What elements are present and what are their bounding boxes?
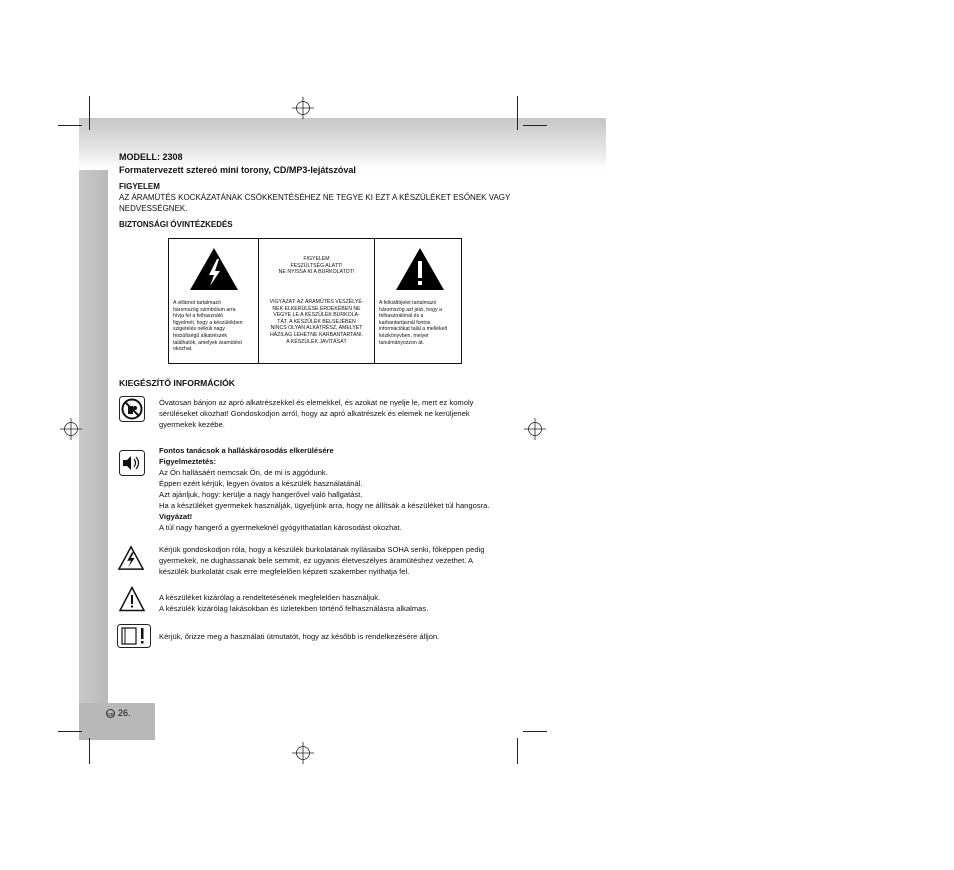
- crop-mark: [89, 738, 90, 764]
- model-block: [119, 151, 356, 177]
- exclamation-triangle-icon: [395, 247, 445, 291]
- caution-line: FESZÜLTSÉG ALATT!: [290, 262, 343, 269]
- safety-symbol-table: [168, 238, 462, 364]
- lightning-symbol-description: [173, 300, 257, 353]
- hearing-warning-icon: [119, 450, 145, 476]
- registration-mark: [292, 742, 314, 764]
- description-line: figyelmét, hogy a készülékben: [173, 319, 243, 326]
- description-line: felhasználónál és a: [379, 313, 424, 320]
- paragraph-line: Kérjük gondoskodjon róla, hogy a készülék burkolatának nyílásaiba SOHA senki, főképpen pedig: [159, 545, 485, 554]
- description-line: kézikönyvben, melyet: [379, 332, 429, 339]
- caution-line: TÁT. A KÉSZÜLÉK BELSEJÉBEN: [277, 318, 356, 325]
- caution-line: NINCS OLYAN ALKATRÉSZ, AMELYET: [270, 325, 363, 332]
- model-number: MODELL: 2308: [119, 152, 183, 162]
- paragraph-line: Óvatosan bánjon az apró alkatrészekkel és elemekkel, és azokat ne nyelje le, mert ez komoly: [159, 398, 474, 407]
- page-number-label: 26.: [118, 708, 131, 718]
- paragraph-line: készülék burkolatát csak erre megfelelően képzett szakember nyithatja fel.: [159, 567, 410, 576]
- hearing-section: [159, 445, 519, 533]
- crop-mark: [523, 125, 547, 126]
- openings-text: [159, 544, 529, 577]
- paragraph-line: gyermekek, ne dughassanak bele semmit, ez ugyanis életveszélyes áramütéshez vezethet. A: [159, 556, 474, 565]
- caution-label-top: [259, 256, 374, 276]
- intended-use-text: [159, 592, 529, 614]
- paragraph-line: A túl nagy hangerő a gyermekeknél gyógyíthatatlan károsodást okozhat.: [159, 523, 402, 532]
- paragraph-line: Ha a készüléket gyermekek használják, ügyeljünk arra, hogy ne állítsák a készüléket túl hangosra.: [159, 501, 490, 510]
- description-line: háromszög szimbólum arra: [173, 306, 236, 313]
- manual-book-icon: [117, 624, 151, 648]
- additional-info-heading: KIEGÉSZÍTŐ INFORMÁCIÓK: [119, 378, 236, 388]
- manual-text: Kérjük, őrizze meg a használati útmutatót, hogy az később is rendelkezésére álljon.: [159, 632, 440, 641]
- description-line: hívja fel a felhasználó: [173, 313, 223, 320]
- hearing-subtitle: Figyelmeztetés:: [159, 457, 216, 466]
- description-line: találhatók, amelyek áramütést: [173, 339, 242, 346]
- crop-mark: [58, 125, 82, 126]
- caution-line: NE NYISSA KI A BURKOLATOT!: [278, 269, 355, 276]
- warning-block: [119, 182, 539, 214]
- caution-line: VIGYÁZAT: AZ ÁRAMÜTÉS VESZÉLYÉ-: [269, 299, 364, 305]
- description-line: okozhat.: [173, 346, 193, 353]
- safety-heading: BIZTONSÁGI ÓVINTÉZKEDÉS: [119, 220, 233, 229]
- caution-line: NEK ELKERÜLÉSE ÉRDEKÉBEN NE: [272, 305, 361, 312]
- registration-mark: [524, 418, 546, 440]
- paragraph-line: Éppen ezért kérjük, legyen óvatos a készülék használatánál.: [159, 479, 363, 488]
- paragraph-line: Azt ajánljuk, hogy: kerülje a nagy hangerővel való hallgatást.: [159, 490, 363, 499]
- caution-line: HÁZILAG LEHETNE KARBANTARTANI.: [269, 331, 364, 338]
- description-line: szigetelés nélküli nagy: [173, 326, 225, 333]
- caution-line: A KÉSZÜLÉK JAVÍTÁSÁT: [286, 338, 347, 345]
- description-line: információkat talál a mellékelt: [379, 326, 448, 333]
- paragraph-line: gyermekek kezébe.: [159, 420, 225, 429]
- warning-heading: FIGYELEM: [119, 182, 160, 191]
- table-divider: [374, 239, 375, 363]
- caution-triangle-icon: [119, 586, 145, 612]
- description-line: feszültségű alkatrészek: [173, 332, 227, 339]
- caution-label-bottom: [259, 299, 374, 345]
- warning-text-line: AZ ÁRAMÜTÉS KOCKÁZATÁNAK CSÖKKENTÉSÉHEZ NE TEGYE KI EZT A KÉSZÜLÉKET ESŐNEK VAGY: [119, 193, 511, 202]
- paragraph-line: A készülék kizárólag lakásokban és üzletekben történő felhasználásra alkalmas.: [159, 604, 429, 613]
- description-line: háromszög azt jelzi, hogy a: [379, 306, 442, 313]
- crop-mark: [517, 738, 518, 764]
- crop-mark: [58, 731, 82, 732]
- description-line: A felkiáltójelet tartalmazó: [379, 300, 437, 306]
- description-line: karbantartásnál fontos: [379, 319, 431, 326]
- no-small-parts-icon: [119, 396, 145, 422]
- product-subtitle: Formatervezett sztereó mini torony, CD/MP3-lejátszóval: [119, 165, 356, 175]
- lightning-triangle-icon: [189, 247, 239, 291]
- description-line: tanulmányozzon át.: [379, 339, 424, 346]
- warning-text-line: NEDVESSÉGNEK.: [119, 204, 188, 213]
- caution-line: FIGYELEM: [303, 256, 330, 262]
- shock-hazard-icon: [118, 545, 144, 571]
- small-parts-text: [159, 397, 519, 430]
- crop-mark: [89, 96, 90, 130]
- left-margin-band: [79, 118, 108, 740]
- paragraph-line: A készüléket kizárólag a rendeltetésének megfelelően használjuk.: [159, 593, 381, 602]
- description-line: A villámot tartalmazó: [173, 300, 221, 306]
- crop-mark: [517, 96, 518, 130]
- paragraph-line: sérüléseket okozhat! Gondoskodjon arról, hogy az apró alkatrészek és elemek ne kerüljenek: [159, 409, 470, 418]
- registration-mark: [60, 418, 82, 440]
- caution-line: VEGYE LE A KÉSZÜLÉK BURKOLA-: [273, 312, 360, 319]
- language-badge: GB: [106, 709, 115, 718]
- exclamation-symbol-description: [379, 300, 463, 346]
- hearing-title: Fontos tanácsok a halláskárosodás elkerülésére: [159, 446, 334, 455]
- paragraph-line: Az Ön hallásáért nemcsak Ön, de mi is aggódunk.: [159, 468, 328, 477]
- crop-mark: [523, 731, 547, 732]
- registration-mark: [292, 97, 314, 119]
- caution-label: Vigyázat!: [159, 512, 193, 521]
- page-number: [106, 708, 131, 718]
